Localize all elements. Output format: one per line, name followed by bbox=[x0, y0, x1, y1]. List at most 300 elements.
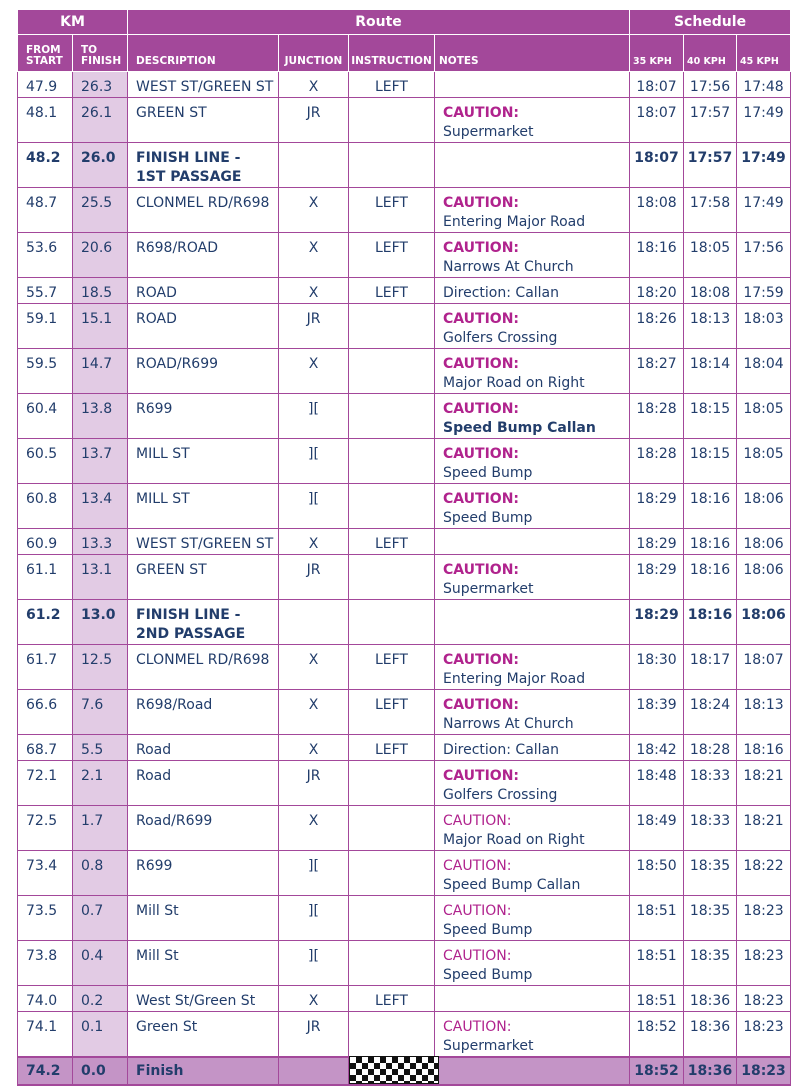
to-finish-cell: 0.4 bbox=[73, 941, 128, 986]
notes-cell bbox=[435, 600, 630, 645]
caution-label: CAUTION: bbox=[443, 195, 520, 211]
time-35kph-cell: 18:29 bbox=[630, 600, 684, 645]
instruction-cell bbox=[349, 1012, 435, 1058]
time-35kph-cell: 18:28 bbox=[630, 439, 684, 484]
note-text: Speed Bump bbox=[443, 967, 533, 983]
to-finish-header: TO FINISH bbox=[73, 35, 128, 72]
description-text: FINISH LINE - bbox=[136, 607, 241, 623]
notes-cell bbox=[435, 278, 630, 304]
time-40kph-cell: 18:16 bbox=[684, 484, 737, 529]
instruction-cell bbox=[349, 349, 435, 394]
instruction-cell bbox=[349, 484, 435, 529]
time-45kph-cell: 18:22 bbox=[737, 851, 791, 896]
to-finish-cell: 13.8 bbox=[73, 394, 128, 439]
checkered-flag-cell bbox=[349, 1057, 630, 1085]
note-text: Direction: Callan bbox=[443, 742, 559, 758]
instruction-cell: LEFT bbox=[349, 233, 435, 278]
time-35kph-cell: 18:07 bbox=[630, 143, 684, 188]
junction-cell: JR bbox=[279, 1012, 349, 1058]
time-45kph-cell: 18:13 bbox=[737, 690, 791, 735]
time-40kph-cell: 18:28 bbox=[684, 735, 737, 761]
time-40kph-cell: 18:16 bbox=[684, 529, 737, 555]
time-45kph-cell: 18:21 bbox=[737, 761, 791, 806]
time-45kph-cell: 17:49 bbox=[737, 98, 791, 143]
from-start-header: FROM START bbox=[18, 35, 73, 72]
caution-label: CAUTION: bbox=[443, 491, 520, 507]
description-cell bbox=[128, 233, 279, 278]
junction-cell: X bbox=[279, 690, 349, 735]
junction-cell bbox=[279, 143, 349, 188]
description-cell bbox=[128, 761, 279, 806]
description-cell bbox=[128, 851, 279, 896]
finish-row bbox=[18, 1057, 791, 1085]
time-35kph-cell: 18:07 bbox=[630, 98, 684, 143]
description-text: Green St bbox=[136, 1019, 198, 1035]
description-cell bbox=[128, 555, 279, 600]
description-text: ROAD bbox=[136, 285, 177, 301]
time-45kph-cell: 18:06 bbox=[737, 600, 791, 645]
time-35kph-cell: 18:28 bbox=[630, 394, 684, 439]
from-start-cell: 61.1 bbox=[18, 555, 73, 600]
time-35kph-cell: 18:30 bbox=[630, 645, 684, 690]
to-finish-cell: 13.3 bbox=[73, 529, 128, 555]
description-cell bbox=[128, 304, 279, 349]
description-cell bbox=[128, 484, 279, 529]
notes-cell bbox=[435, 555, 630, 600]
description-text: Mill St bbox=[136, 948, 179, 964]
notes-cell bbox=[435, 72, 630, 98]
to-finish-cell: 13.4 bbox=[73, 484, 128, 529]
time-35kph-cell: 18:39 bbox=[630, 690, 684, 735]
time-35kph-cell: 18:51 bbox=[630, 896, 684, 941]
time-35kph-cell: 18:51 bbox=[630, 941, 684, 986]
junction-cell: X bbox=[279, 806, 349, 851]
time-35kph-cell: 18:52 bbox=[630, 1012, 684, 1058]
notes-cell bbox=[435, 1012, 630, 1058]
caution-label: CAUTION: bbox=[443, 356, 520, 372]
time-40kph-cell: 17:56 bbox=[684, 72, 737, 98]
table-row bbox=[18, 986, 791, 1012]
to-finish-cell: 7.6 bbox=[73, 690, 128, 735]
time-40kph-cell: 18:24 bbox=[684, 690, 737, 735]
time-35kph-cell: 18:26 bbox=[630, 304, 684, 349]
description-text: GREEN ST bbox=[136, 105, 207, 121]
notes-cell bbox=[435, 735, 630, 761]
instruction-cell: LEFT bbox=[349, 986, 435, 1012]
caution-label: CAUTION: bbox=[443, 562, 520, 578]
description-text: CLONMEL RD/R698 bbox=[136, 195, 270, 211]
table-row bbox=[18, 484, 791, 529]
from-start-cell: 60.5 bbox=[18, 439, 73, 484]
description-cell bbox=[128, 188, 279, 233]
notes-cell bbox=[435, 896, 630, 941]
time-35kph-cell: 18:50 bbox=[630, 851, 684, 896]
table-row bbox=[18, 188, 791, 233]
note-text: Speed Bump bbox=[443, 465, 533, 481]
description-header: DESCRIPTION bbox=[128, 35, 279, 72]
schedule-group-header: Schedule bbox=[630, 10, 791, 35]
junction-cell: ][ bbox=[279, 394, 349, 439]
from-start-cell: 61.2 bbox=[18, 600, 73, 645]
to-finish-cell: 15.1 bbox=[73, 304, 128, 349]
table-row bbox=[18, 72, 791, 98]
time-45kph-cell: 18:06 bbox=[737, 555, 791, 600]
description-cell: Finish bbox=[128, 1057, 279, 1085]
description-text-line2: 2ND PASSAGE bbox=[136, 626, 246, 642]
note-text: Speed Bump Callan bbox=[443, 420, 596, 436]
time-45kph-cell: 17:49 bbox=[737, 143, 791, 188]
description-cell bbox=[128, 143, 279, 188]
time-35kph-cell: 18:29 bbox=[630, 529, 684, 555]
from-start-cell: 73.5 bbox=[18, 896, 73, 941]
description-text: MILL ST bbox=[136, 491, 190, 507]
notes-cell bbox=[435, 439, 630, 484]
description-cell bbox=[128, 394, 279, 439]
route-schedule-table bbox=[17, 9, 791, 1086]
time-40kph-cell: 18:16 bbox=[684, 555, 737, 600]
caution-label: CAUTION: bbox=[443, 311, 520, 327]
description-text: ROAD/R699 bbox=[136, 356, 219, 372]
time-40kph-cell: 18:15 bbox=[684, 394, 737, 439]
caution-label: CAUTION: bbox=[443, 240, 520, 256]
instruction-cell: LEFT bbox=[349, 645, 435, 690]
instruction-cell bbox=[349, 851, 435, 896]
time-45kph-cell: 18:21 bbox=[737, 806, 791, 851]
table-row bbox=[18, 896, 791, 941]
to-finish-cell: 0.1 bbox=[73, 1012, 128, 1058]
table-row bbox=[18, 941, 791, 986]
to-finish-cell: 5.5 bbox=[73, 735, 128, 761]
description-text: ROAD bbox=[136, 311, 177, 327]
note-text: Major Road on Right bbox=[443, 375, 585, 391]
time-35kph-cell: 18:16 bbox=[630, 233, 684, 278]
from-start-cell: 60.9 bbox=[18, 529, 73, 555]
notes-cell bbox=[435, 143, 630, 188]
time-35kph-cell: 18:51 bbox=[630, 986, 684, 1012]
route-group-header: Route bbox=[128, 10, 630, 35]
notes-cell bbox=[435, 986, 630, 1012]
notes-cell bbox=[435, 233, 630, 278]
table-row bbox=[18, 98, 791, 143]
table-row bbox=[18, 529, 791, 555]
notes-cell bbox=[435, 851, 630, 896]
caution-label: CAUTION: bbox=[443, 1019, 512, 1035]
time-40kph-cell: 18:33 bbox=[684, 806, 737, 851]
from-start-cell: 74.0 bbox=[18, 986, 73, 1012]
description-cell bbox=[128, 735, 279, 761]
time-45kph-cell: 18:03 bbox=[737, 304, 791, 349]
description-text: MILL ST bbox=[136, 446, 190, 462]
from-start-cell: 68.7 bbox=[18, 735, 73, 761]
instruction-cell bbox=[349, 806, 435, 851]
instruction-cell: LEFT bbox=[349, 690, 435, 735]
description-cell bbox=[128, 690, 279, 735]
junction-cell: ][ bbox=[279, 439, 349, 484]
to-finish-cell: 13.7 bbox=[73, 439, 128, 484]
junction-cell: JR bbox=[279, 304, 349, 349]
time-40kph-cell: 18:13 bbox=[684, 304, 737, 349]
time-40kph-cell: 18:08 bbox=[684, 278, 737, 304]
junction-cell: X bbox=[279, 645, 349, 690]
caution-label: CAUTION: bbox=[443, 903, 512, 919]
to-finish-cell: 25.5 bbox=[73, 188, 128, 233]
to-finish-cell: 0.8 bbox=[73, 851, 128, 896]
description-text: FINISH LINE - bbox=[136, 150, 241, 166]
from-start-cell: 47.9 bbox=[18, 72, 73, 98]
from-start-cell: 48.7 bbox=[18, 188, 73, 233]
time-40kph-cell: 18:14 bbox=[684, 349, 737, 394]
description-text: R699 bbox=[136, 858, 173, 874]
description-cell bbox=[128, 349, 279, 394]
time-35kph-cell: 18:29 bbox=[630, 555, 684, 600]
to-finish-cell: 0.7 bbox=[73, 896, 128, 941]
caution-label: CAUTION: bbox=[443, 768, 520, 784]
junction-cell bbox=[279, 600, 349, 645]
time-35kph-cell: 18:27 bbox=[630, 349, 684, 394]
junction-cell: X bbox=[279, 188, 349, 233]
time-40kph-cell: 18:15 bbox=[684, 439, 737, 484]
time-35kph-cell: 18:29 bbox=[630, 484, 684, 529]
to-finish-cell: 13.1 bbox=[73, 555, 128, 600]
notes-cell bbox=[435, 645, 630, 690]
caution-label: CAUTION: bbox=[443, 446, 520, 462]
time-35kph-cell: 18:48 bbox=[630, 761, 684, 806]
instruction-cell: LEFT bbox=[349, 278, 435, 304]
note-text: Direction: Callan bbox=[443, 285, 559, 301]
time-40kph-cell: 18:35 bbox=[684, 851, 737, 896]
to-finish-cell: 26.3 bbox=[73, 72, 128, 98]
description-cell bbox=[128, 529, 279, 555]
description-cell bbox=[128, 1012, 279, 1058]
kph40-header: 40 KPH bbox=[684, 35, 737, 72]
junction-cell: X bbox=[279, 986, 349, 1012]
table-row bbox=[18, 555, 791, 600]
instruction-cell bbox=[349, 941, 435, 986]
note-text: Supermarket bbox=[443, 581, 534, 597]
table-row bbox=[18, 439, 791, 484]
time-45kph-cell: 17:49 bbox=[737, 188, 791, 233]
description-text: Road bbox=[136, 742, 172, 758]
time-45kph-cell: 18:23 bbox=[737, 986, 791, 1012]
table-row bbox=[18, 1012, 791, 1058]
time-35kph-cell: 18:42 bbox=[630, 735, 684, 761]
time-45kph-cell: 18:23 bbox=[737, 941, 791, 986]
time-40kph-cell: 18:33 bbox=[684, 761, 737, 806]
time-40kph-cell: 18:35 bbox=[684, 896, 737, 941]
route-schedule-document bbox=[17, 9, 790, 1086]
table-row bbox=[18, 851, 791, 896]
table-row bbox=[18, 645, 791, 690]
table-row bbox=[18, 233, 791, 278]
junction-cell: ][ bbox=[279, 896, 349, 941]
table-row bbox=[18, 735, 791, 761]
from-start-cell: 74.1 bbox=[18, 1012, 73, 1058]
caution-label: CAUTION: bbox=[443, 652, 520, 668]
to-finish-cell: 2.1 bbox=[73, 761, 128, 806]
notes-cell bbox=[435, 690, 630, 735]
notes-header: NOTES bbox=[435, 35, 630, 72]
description-text: Mill St bbox=[136, 903, 179, 919]
instruction-cell: LEFT bbox=[349, 735, 435, 761]
notes-cell bbox=[435, 529, 630, 555]
instruction-cell bbox=[349, 896, 435, 941]
from-start-cell: 72.5 bbox=[18, 806, 73, 851]
notes-cell bbox=[435, 941, 630, 986]
to-finish-cell: 14.7 bbox=[73, 349, 128, 394]
note-text: Golfers Crossing bbox=[443, 330, 558, 346]
description-text: Road bbox=[136, 768, 172, 784]
notes-cell bbox=[435, 98, 630, 143]
description-text: GREEN ST bbox=[136, 562, 207, 578]
description-text: WEST ST/GREEN ST bbox=[136, 536, 274, 552]
from-start-cell: 74.2 bbox=[18, 1057, 73, 1085]
junction-cell: X bbox=[279, 349, 349, 394]
instruction-cell bbox=[349, 394, 435, 439]
time-40kph-cell: 18:17 bbox=[684, 645, 737, 690]
time-45kph-cell: 18:04 bbox=[737, 349, 791, 394]
instruction-cell bbox=[349, 98, 435, 143]
table-row bbox=[18, 600, 791, 645]
description-cell bbox=[128, 645, 279, 690]
time-45kph-cell: 18:05 bbox=[737, 439, 791, 484]
to-finish-cell: 0.0 bbox=[73, 1057, 128, 1085]
table-row bbox=[18, 349, 791, 394]
instruction-cell: LEFT bbox=[349, 188, 435, 233]
time-45kph-cell: 18:07 bbox=[737, 645, 791, 690]
description-cell bbox=[128, 806, 279, 851]
table-row bbox=[18, 278, 791, 304]
from-start-cell: 55.7 bbox=[18, 278, 73, 304]
junction-cell bbox=[279, 1057, 349, 1085]
from-start-cell: 59.1 bbox=[18, 304, 73, 349]
time-40kph-cell: 18:35 bbox=[684, 941, 737, 986]
instruction-cell bbox=[349, 304, 435, 349]
junction-cell: JR bbox=[279, 98, 349, 143]
notes-cell bbox=[435, 188, 630, 233]
to-finish-cell: 26.0 bbox=[73, 143, 128, 188]
to-finish-cell: 18.5 bbox=[73, 278, 128, 304]
junction-cell: JR bbox=[279, 555, 349, 600]
caution-label: CAUTION: bbox=[443, 105, 520, 121]
to-finish-cell: 1.7 bbox=[73, 806, 128, 851]
notes-cell bbox=[435, 349, 630, 394]
time-35kph-cell: 18:49 bbox=[630, 806, 684, 851]
note-text: Entering Major Road bbox=[443, 671, 586, 687]
junction-header: JUNCTION bbox=[279, 35, 349, 72]
instruction-cell bbox=[349, 555, 435, 600]
time-45kph-cell: 18:16 bbox=[737, 735, 791, 761]
description-text: R698/ROAD bbox=[136, 240, 219, 256]
to-finish-cell: 26.1 bbox=[73, 98, 128, 143]
time-40kph-cell: 17:57 bbox=[684, 98, 737, 143]
caution-label: CAUTION: bbox=[443, 401, 520, 417]
note-text: Entering Major Road bbox=[443, 214, 586, 230]
time-40kph-cell: 18:36 bbox=[684, 1057, 737, 1085]
time-45kph-cell: 17:59 bbox=[737, 278, 791, 304]
caution-label: CAUTION: bbox=[443, 858, 512, 874]
from-start-cell: 73.4 bbox=[18, 851, 73, 896]
time-45kph-cell: 17:56 bbox=[737, 233, 791, 278]
from-start-cell: 66.6 bbox=[18, 690, 73, 735]
table-row bbox=[18, 806, 791, 851]
note-text: Major Road on Right bbox=[443, 832, 585, 848]
notes-cell bbox=[435, 304, 630, 349]
from-start-cell: 72.1 bbox=[18, 761, 73, 806]
instruction-cell bbox=[349, 143, 435, 188]
description-cell bbox=[128, 98, 279, 143]
junction-cell: X bbox=[279, 529, 349, 555]
from-start-cell: 59.5 bbox=[18, 349, 73, 394]
junction-cell: ][ bbox=[279, 941, 349, 986]
time-45kph-cell: 17:48 bbox=[737, 72, 791, 98]
note-text: Narrows At Church bbox=[443, 716, 574, 732]
description-cell bbox=[128, 896, 279, 941]
time-45kph-cell: 18:23 bbox=[737, 1012, 791, 1058]
from-start-cell: 73.8 bbox=[18, 941, 73, 986]
notes-cell bbox=[435, 806, 630, 851]
from-start-cell: 53.6 bbox=[18, 233, 73, 278]
from-start-cell: 48.2 bbox=[18, 143, 73, 188]
junction-cell: X bbox=[279, 735, 349, 761]
time-40kph-cell: 17:57 bbox=[684, 143, 737, 188]
instruction-cell: LEFT bbox=[349, 529, 435, 555]
note-text: Supermarket bbox=[443, 1038, 534, 1054]
time-45kph-cell: 18:05 bbox=[737, 394, 791, 439]
from-start-cell: 48.1 bbox=[18, 98, 73, 143]
to-finish-cell: 0.2 bbox=[73, 986, 128, 1012]
instruction-cell: LEFT bbox=[349, 72, 435, 98]
note-text: Supermarket bbox=[443, 124, 534, 140]
from-start-cell: 60.8 bbox=[18, 484, 73, 529]
instruction-cell bbox=[349, 761, 435, 806]
to-finish-cell: 20.6 bbox=[73, 233, 128, 278]
notes-cell bbox=[435, 394, 630, 439]
checkered-flag-icon bbox=[349, 1056, 439, 1084]
note-text: Speed Bump bbox=[443, 510, 533, 526]
from-start-cell: 60.4 bbox=[18, 394, 73, 439]
junction-cell: ][ bbox=[279, 484, 349, 529]
time-40kph-cell: 18:36 bbox=[684, 1012, 737, 1058]
junction-cell: X bbox=[279, 72, 349, 98]
description-text: CLONMEL RD/R698 bbox=[136, 652, 270, 668]
note-text: Speed Bump bbox=[443, 922, 533, 938]
from-start-cell: 61.7 bbox=[18, 645, 73, 690]
time-45kph-cell: 18:23 bbox=[737, 1057, 791, 1085]
description-cell bbox=[128, 986, 279, 1012]
caution-label: CAUTION: bbox=[443, 813, 512, 829]
description-text: West St/Green St bbox=[136, 993, 256, 1009]
description-text: R698/Road bbox=[136, 697, 213, 713]
table-row bbox=[18, 690, 791, 735]
time-35kph-cell: 18:07 bbox=[630, 72, 684, 98]
description-cell bbox=[128, 72, 279, 98]
description-cell bbox=[128, 600, 279, 645]
time-45kph-cell: 18:06 bbox=[737, 529, 791, 555]
kph35-header: 35 KPH bbox=[630, 35, 684, 72]
time-40kph-cell: 17:58 bbox=[684, 188, 737, 233]
time-40kph-cell: 18:16 bbox=[684, 600, 737, 645]
description-text: R699 bbox=[136, 401, 173, 417]
time-45kph-cell: 18:23 bbox=[737, 896, 791, 941]
kph45-header: 45 KPH bbox=[737, 35, 791, 72]
junction-cell: X bbox=[279, 233, 349, 278]
notes-cell bbox=[435, 484, 630, 529]
description-text: Road/R699 bbox=[136, 813, 213, 829]
caution-label: CAUTION: bbox=[443, 697, 520, 713]
table-row bbox=[18, 143, 791, 188]
junction-cell: JR bbox=[279, 761, 349, 806]
description-cell bbox=[128, 439, 279, 484]
